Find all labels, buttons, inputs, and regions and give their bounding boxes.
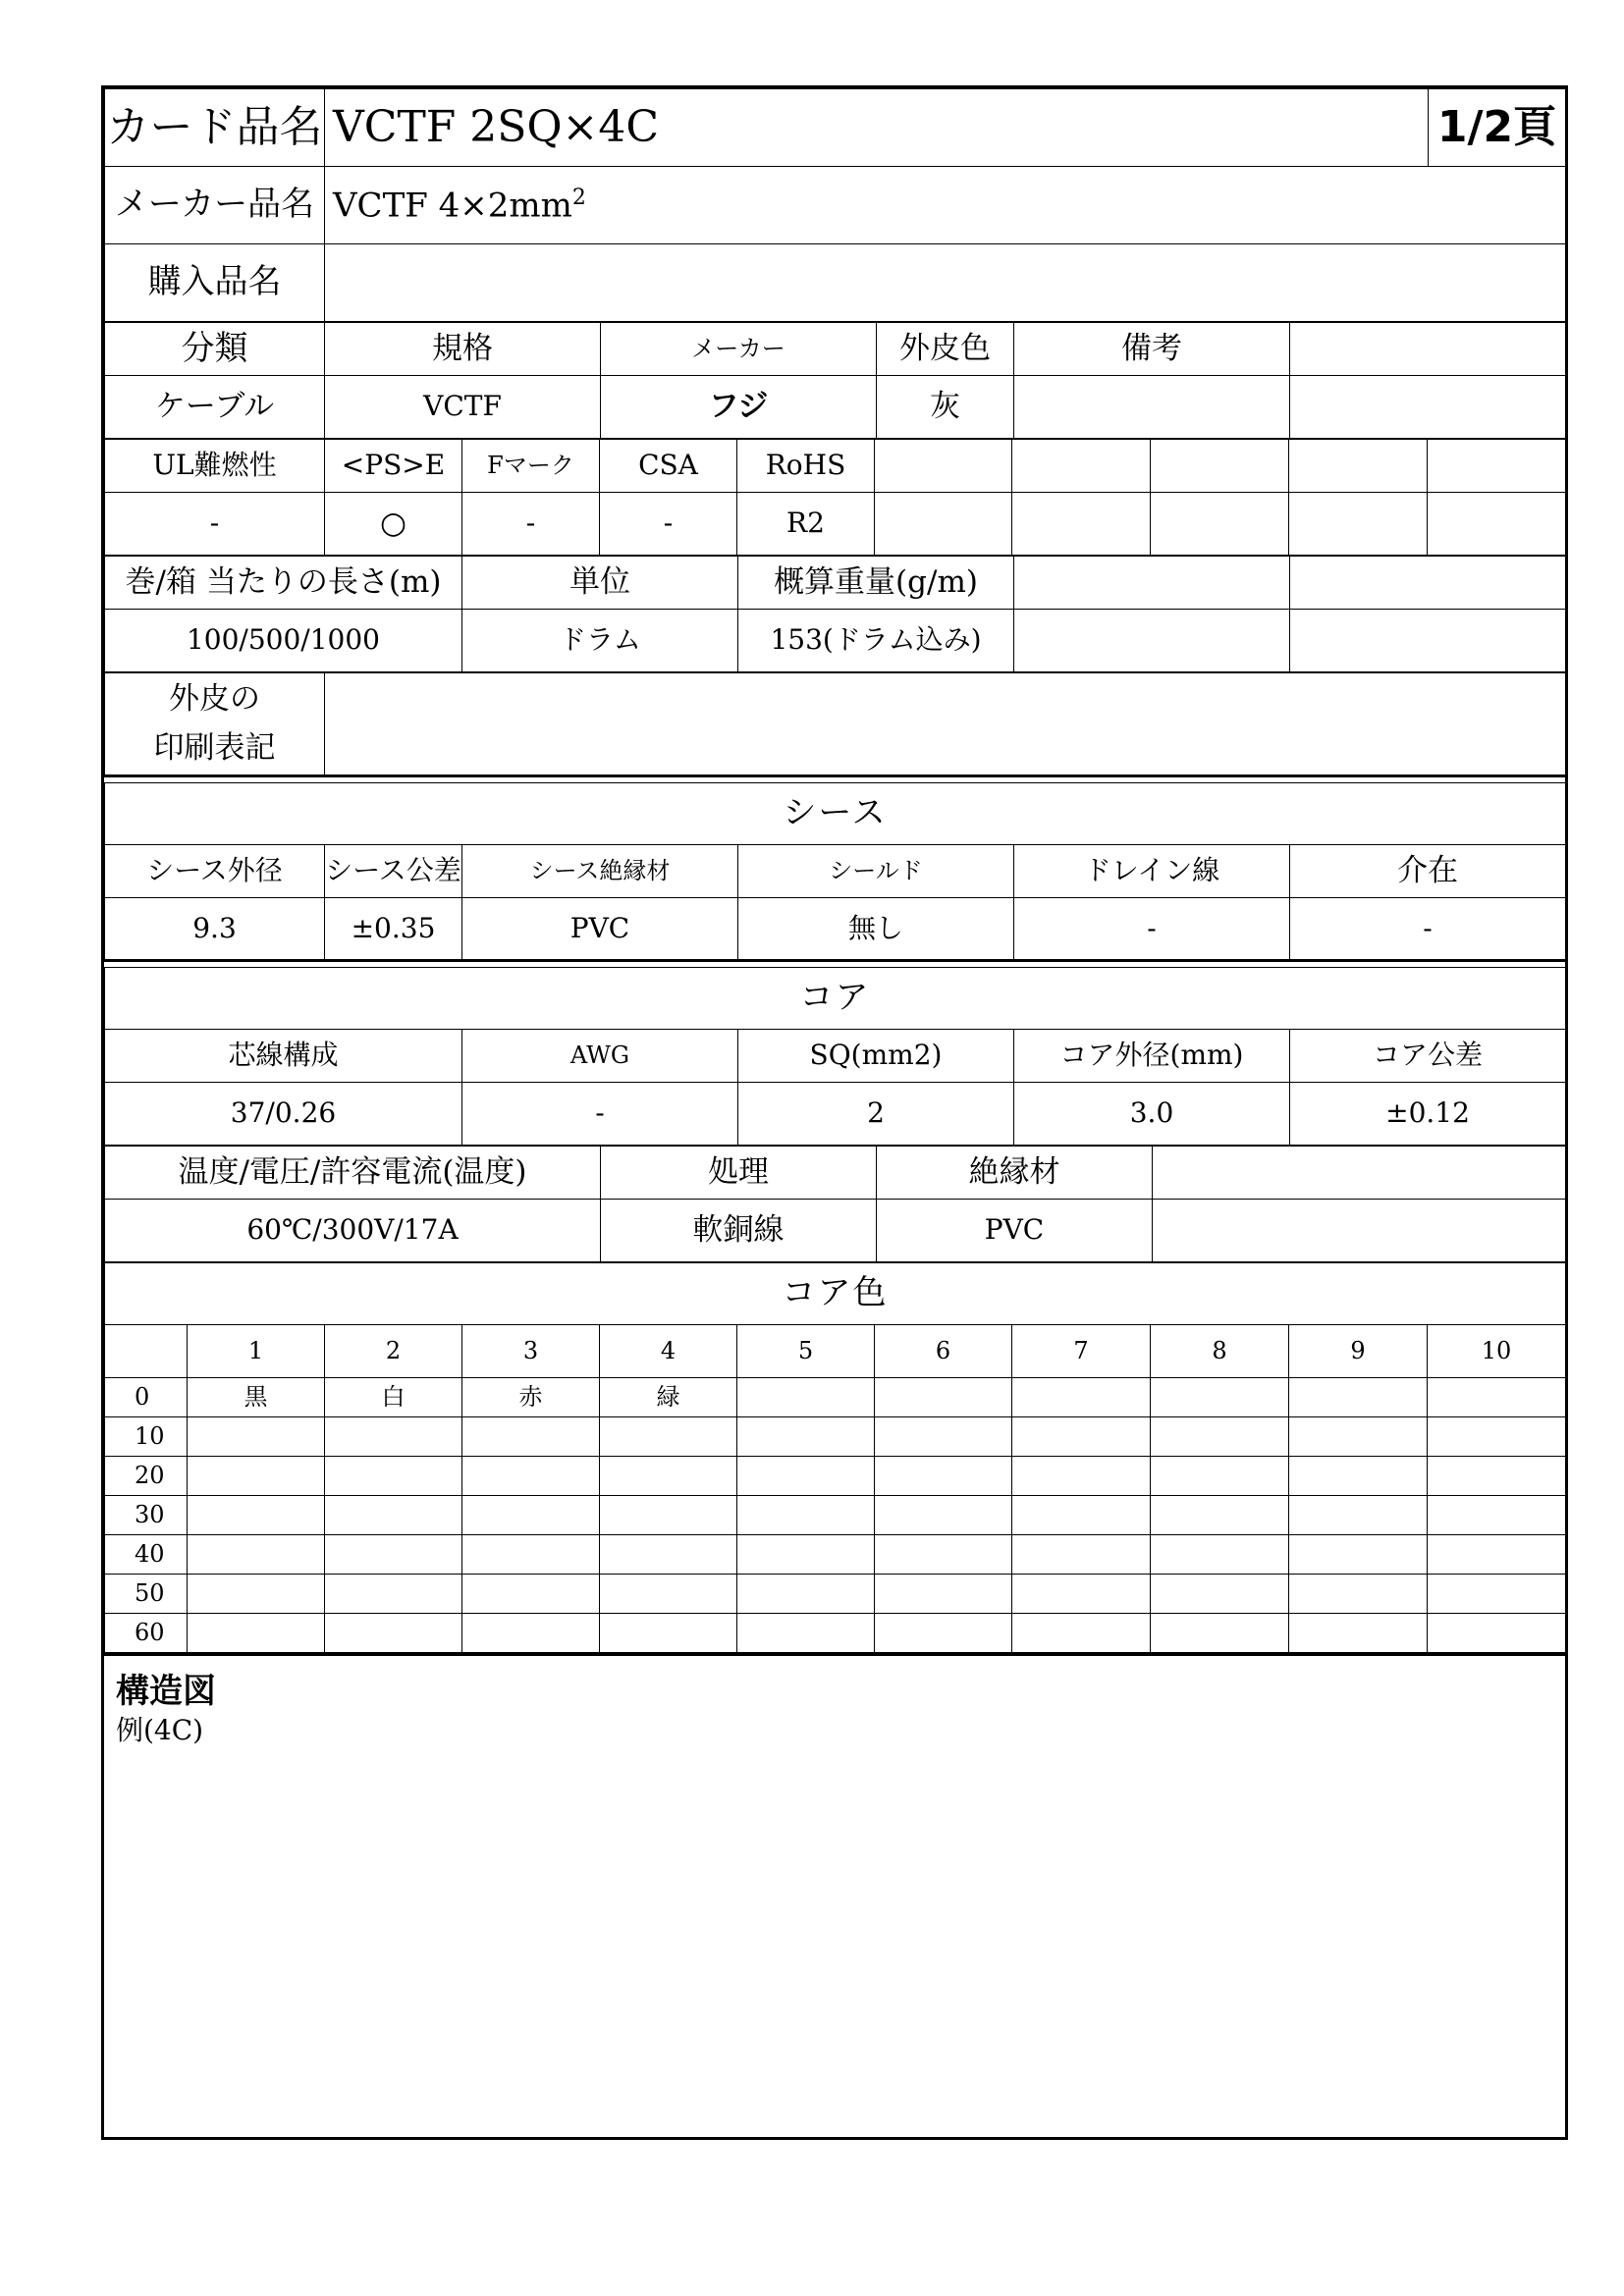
table-row [105,1496,1566,1535]
grid-cell [325,1535,462,1575]
sheath-header: シース絶縁材 [462,845,738,898]
core-value: ±0.12 [1290,1083,1566,1146]
grid-col-header: 3 [462,1325,600,1378]
grid-cell [737,1417,875,1457]
table-row [105,1417,1566,1457]
core-color-title: コア色 [105,1263,1566,1325]
grid-cell [1428,1614,1566,1653]
weight-header: 概算重量(g/m) [738,557,1014,610]
class-header: 備考 [1014,323,1290,376]
grid-row-label: 40 [105,1535,188,1575]
grid-cell [188,1457,325,1496]
grid-cell [1151,1575,1289,1614]
sheath-value: 9.3 [105,898,325,961]
spec-sheet [101,85,1568,2140]
table-row [105,1535,1566,1575]
grid-cell [875,1417,1012,1457]
grid-cell [600,1614,737,1653]
sheath-value: - [1290,898,1566,961]
sheath-value: - [1014,898,1290,961]
grid-col-header: 6 [875,1325,1012,1378]
purchase-name-label: 購入品名 [105,244,325,322]
grid-cell [1151,1535,1289,1575]
cert-header [1151,440,1289,493]
grid-col-header: 4 [600,1325,737,1378]
length-header: 巻/箱 当たりの長さ(m) [105,557,462,610]
cert-value: - [600,493,737,556]
grid-cell [875,1614,1012,1653]
page-number: 1/2頁 [1429,89,1566,167]
core-title: コア [105,968,1566,1030]
grid-corner [105,1325,188,1378]
print-label-line1: 外皮の [169,680,260,717]
sheath-value: ±0.35 [325,898,462,961]
grid-cell [325,1417,462,1457]
grid-cell [1428,1575,1566,1614]
grid-cell [1151,1496,1289,1535]
grid-cell [462,1614,600,1653]
grid-col-header: 7 [1012,1325,1151,1378]
table-row [105,1457,1566,1496]
certs-table [104,439,1566,556]
sheath-header: シース外径 [105,845,325,898]
sheath-value: 無し [738,898,1014,961]
sheath-title: シース [105,783,1566,845]
card-name-value: VCTF 2SQ×4C [325,89,1429,167]
grid-cell [737,1535,875,1575]
class-value [1014,376,1290,439]
treatment-value: 軟銅線 [601,1200,877,1262]
insulation-header: 絶縁材 [877,1147,1153,1200]
cert-value [1151,493,1289,556]
grid-cell [1012,1535,1151,1575]
class-header [1290,323,1566,376]
cert-header: Fマーク [462,440,600,493]
grid-cell [875,1378,1012,1417]
cert-value [875,493,1012,556]
grid-cell [875,1575,1012,1614]
class-value [1290,376,1566,439]
core-value: - [462,1083,738,1146]
grid-cell [1012,1417,1151,1457]
grid-cell [188,1496,325,1535]
cert-header: UL難燃性 [105,440,325,493]
grid-cell [1012,1378,1151,1417]
cert-header: <PS>E [325,440,462,493]
maker-name-superscript: 2 [571,185,586,210]
grid-cell [1428,1535,1566,1575]
length-header-extra [1290,557,1566,610]
grid-cell [188,1575,325,1614]
grid-row-label: 60 [105,1614,188,1653]
core-color-rows [105,1378,1566,1653]
grid-cell [875,1496,1012,1535]
grid-cell [600,1535,737,1575]
insulation-value: PVC [877,1200,1153,1262]
grid-cell [325,1496,462,1535]
cert-header: CSA [600,440,737,493]
print-value [325,673,1566,776]
grid-row-label: 20 [105,1457,188,1496]
sheath-value: PVC [462,898,738,961]
grid-cell [325,1457,462,1496]
core-header: AWG [462,1030,738,1083]
grid-cell [462,1535,600,1575]
cert-value: - [462,493,600,556]
grid-cell: 黒 [188,1378,325,1417]
sheath-header: シールド [738,845,1014,898]
grid-cell [1289,1575,1428,1614]
sheath-header: ドレイン線 [1014,845,1290,898]
unit-header: 単位 [462,557,738,610]
grid-cell [1151,1417,1289,1457]
grid-cell [462,1457,600,1496]
class-header: 外皮色 [877,323,1014,376]
weight-value: 153(ドラム込み) [738,610,1014,672]
grid-cell [1289,1457,1428,1496]
cert-header [1012,440,1151,493]
maker-name-value: VCTF 4×2mm [333,185,572,225]
core-header: コア公差 [1290,1030,1566,1083]
grid-cell [1151,1457,1289,1496]
grid-cell [1012,1457,1151,1496]
class-header: メーカー [601,323,877,376]
structure-area [104,1653,1565,2135]
print-label [105,673,325,776]
grid-cell [1012,1496,1151,1535]
grid-cell [325,1614,462,1653]
grid-cell [462,1417,600,1457]
grid-cell [1289,1535,1428,1575]
temp-value: 60℃/300V/17A [105,1200,601,1262]
grid-cell [600,1417,737,1457]
unit-value: ドラム [462,610,738,672]
grid-cell: 緑 [600,1378,737,1417]
length-value-extra [1290,610,1566,672]
grid-cell [1289,1614,1428,1653]
grid-cell [600,1496,737,1535]
grid-cell [600,1457,737,1496]
grid-cell [737,1378,875,1417]
grid-cell [1289,1417,1428,1457]
cert-header: RoHS [737,440,875,493]
classification-table [104,322,1566,439]
cert-value: - [105,493,325,556]
temp-value-extra [1153,1200,1566,1262]
length-header-extra [1014,557,1290,610]
purchase-name-value [325,244,1566,322]
sheath-table [104,782,1566,962]
core-value: 3.0 [1014,1083,1290,1146]
class-value: フジ [601,376,877,439]
structure-title: 構造図 [116,1672,216,1711]
grid-row-label: 0 [105,1378,188,1417]
core-value: 2 [738,1083,1014,1146]
grid-cell [600,1575,737,1614]
class-header: 分類 [105,323,325,376]
grid-cell [188,1417,325,1457]
grid-cell [462,1575,600,1614]
core-header: コア外径(mm) [1014,1030,1290,1083]
grid-col-header: 10 [1428,1325,1566,1378]
length-value: 100/500/1000 [105,610,462,672]
cert-header [875,440,1012,493]
class-value: VCTF [325,376,601,439]
cert-value: ○ [325,493,462,556]
table-row [105,1614,1566,1653]
grid-col-header: 9 [1289,1325,1428,1378]
print-label-line2: 印刷表記 [153,729,276,766]
grid-cell [325,1575,462,1614]
table-row [105,1575,1566,1614]
print-table [104,672,1566,777]
grid-row-label: 50 [105,1575,188,1614]
grid-col-header: 1 [188,1325,325,1378]
grid-cell [1428,1496,1566,1535]
cert-header [1289,440,1428,493]
table-row [105,1378,1566,1417]
temp-header: 温度/電圧/許容電流(温度) [105,1147,601,1200]
grid-cell [737,1496,875,1535]
cert-value [1428,493,1566,556]
class-value: 灰 [877,376,1014,439]
core-header: 芯線構成 [105,1030,462,1083]
length-value-extra [1014,610,1290,672]
grid-cell [737,1614,875,1653]
grid-cell [737,1457,875,1496]
class-header: 規格 [325,323,601,376]
core-header: SQ(mm2) [738,1030,1014,1083]
maker-name-cell [325,167,1566,244]
core-color-table [104,1262,1566,1653]
length-table [104,556,1566,672]
temp-table [104,1146,1566,1262]
card-name-label: カード品名 [105,89,325,167]
grid-col-header: 2 [325,1325,462,1378]
header-table [104,88,1566,322]
grid-cell: 赤 [462,1378,600,1417]
grid-cell [1428,1417,1566,1457]
grid-col-header: 8 [1151,1325,1289,1378]
core-value: 37/0.26 [105,1083,462,1146]
grid-row-label: 30 [105,1496,188,1535]
grid-cell [1012,1614,1151,1653]
grid-cell [1428,1457,1566,1496]
grid-cell [1428,1378,1566,1417]
structure-note: 例(4C) [116,1714,204,1746]
grid-cell [1289,1496,1428,1535]
cert-header [1428,440,1566,493]
grid-cell [1151,1378,1289,1417]
grid-cell [462,1496,600,1535]
maker-name-label: メーカー品名 [105,167,325,244]
grid-cell: 白 [325,1378,462,1417]
grid-row-label: 10 [105,1417,188,1457]
grid-cell [188,1614,325,1653]
cert-value [1012,493,1151,556]
class-value: ケーブル [105,376,325,439]
grid-cell [1012,1575,1151,1614]
grid-cell [875,1457,1012,1496]
grid-cell [737,1575,875,1614]
cert-value: R2 [737,493,875,556]
grid-cell [188,1535,325,1575]
cert-value [1289,493,1428,556]
core-table [104,967,1566,1146]
treatment-header: 処理 [601,1147,877,1200]
sheath-header: シース公差 [325,845,462,898]
sheath-header: 介在 [1290,845,1566,898]
temp-header-extra [1153,1147,1566,1200]
grid-cell [1289,1378,1428,1417]
grid-cell [875,1535,1012,1575]
grid-col-header: 5 [737,1325,875,1378]
grid-cell [1151,1614,1289,1653]
